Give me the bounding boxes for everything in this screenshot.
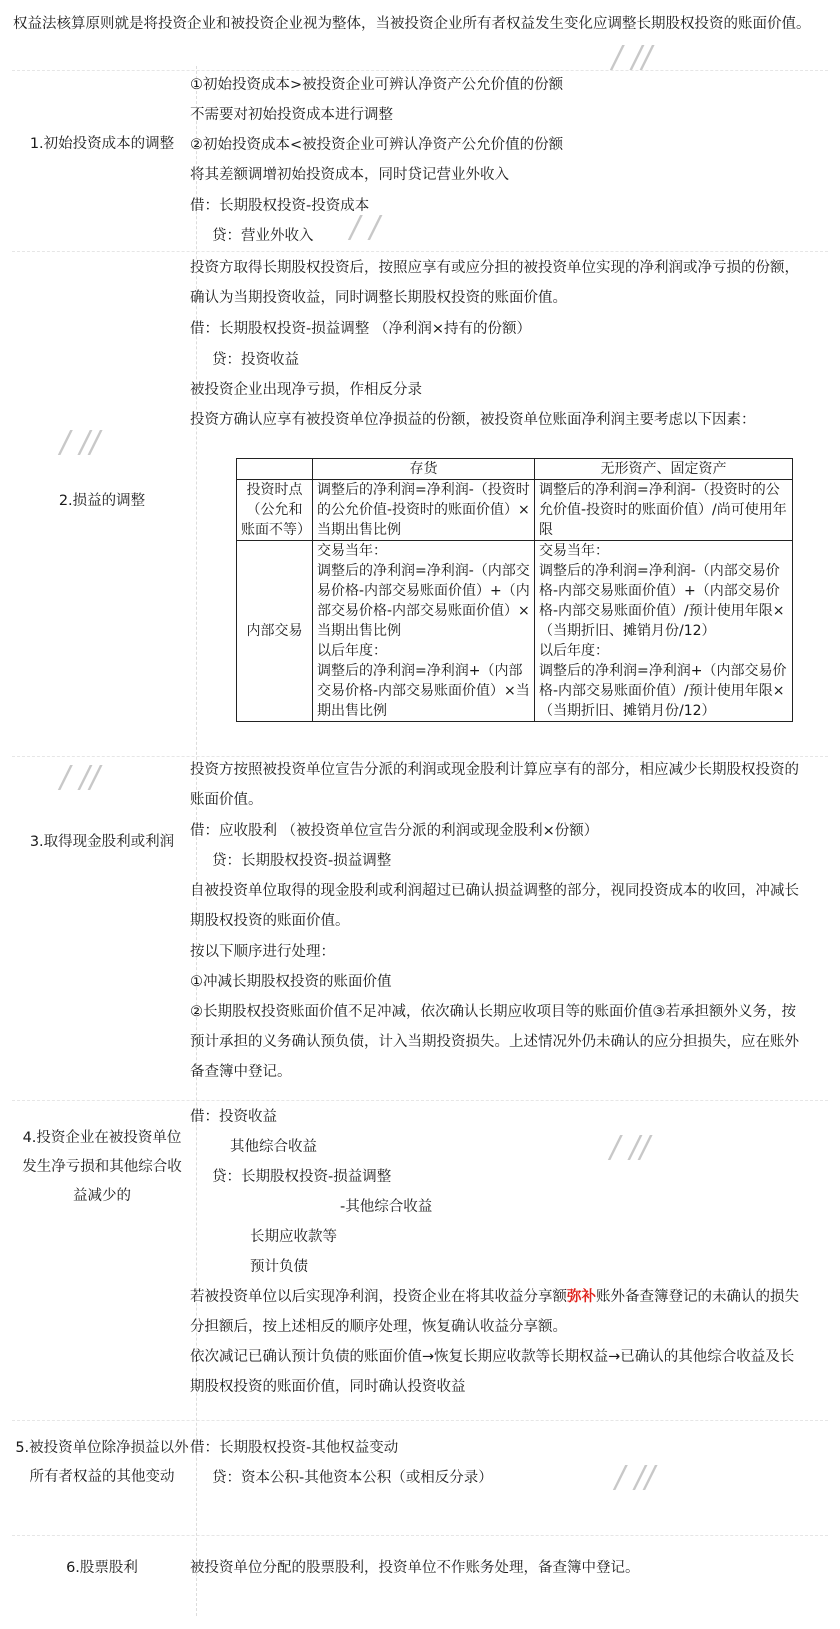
watermark-mark: / // [60, 760, 100, 795]
s4-debit-oci: 其他综合收益 [230, 1139, 317, 1155]
s4-credit-oci: -其他综合收益 [340, 1199, 433, 1215]
adjustment-table [236, 458, 793, 722]
section-6-label: 6.股票股利 [66, 1560, 138, 1576]
table-header-assets: 无形资产、固定资产 [535, 459, 793, 480]
s3-debit: 借：应收股利 （被投资单位宣告分派的利润或现金股利×份额） [190, 823, 599, 839]
table-row [237, 480, 793, 541]
s4-recovery-text-2: 账外备查簿登记的未确认的损失分担额后，按上述相反的顺序处理，恢复确认收益分享额。 [190, 1289, 799, 1335]
assets-current-year-title: 交易当年： [539, 543, 609, 559]
s5-debit: 借：长期股权投资-其他权益变动 [190, 1440, 399, 1456]
s5-credit: 贷：资本公积-其他资本公积（或相反分录） [212, 1470, 493, 1486]
s6-text: 被投资单位分配的股票股利，投资单位不作账务处理，备查簿中登记。 [190, 1560, 640, 1576]
s4-step-1: ①冲减长期股权投资的账面价值 [190, 974, 392, 990]
section-divider [12, 251, 828, 252]
watermark-mark: / // [612, 40, 652, 75]
s4-recovery-paragraph [190, 1282, 808, 1342]
cell-internal-inventory [313, 541, 535, 722]
watermark-mark: / // [615, 1460, 655, 1495]
s4-credit-receivable: 长期应收款等 [250, 1229, 337, 1245]
s3-paragraph: 投资方按照被投资单位宣告分派的利润或现金股利计算应享有的部分，相应减少长期股权投资的账面价值。 [190, 762, 799, 808]
s1-line-2: 不需要对初始投资成本进行调整 [190, 107, 393, 123]
s3-excess-note: 自被投资单位取得的现金股利或利润超过已确认损益调整的部分，视同投资成本的收回，冲减长期股权投资的账面价值。 [190, 883, 799, 929]
watermark-mark: / // [60, 425, 100, 460]
s1-line-3: ②初始投资成本<被投资企业可辨认净资产公允价值的份额 [190, 137, 564, 153]
section-1-label: 1.初始投资成本的调整 [29, 136, 175, 152]
section-divider [12, 1535, 828, 1536]
s2-loss-note: 被投资企业出现净亏损，作相反分录 [190, 382, 422, 398]
s1-line-4: 将其差额调增初始投资成本，同时贷记营业外收入 [190, 167, 509, 183]
section-divider [12, 1420, 828, 1421]
s4-reversal-order: 依次减记已确认预计负债的账面价值→恢复长期应收款等长期权益→已确认的其他综合收益及长期股权投资的账面价值，同时确认投资收益 [190, 1349, 795, 1395]
table-header-inventory: 存货 [313, 459, 535, 480]
s1-credit: 贷：营业外收入 [212, 228, 314, 244]
inventory-current-year-formula: 调整后的净利润=净利润-（内部交易价格-内部交易账面价值）+（内部交易价格-内部交易账面价值）×当期出售比例 [317, 563, 530, 639]
assets-later-years-title: 以后年度： [539, 643, 609, 659]
s1-line-1: ①初始投资成本>被投资企业可辨认净资产公允价值的份额 [190, 77, 564, 93]
section-divider [12, 1100, 828, 1101]
row-label-internal-trade: 内部交易 [237, 541, 313, 722]
section-3-label: 3.取得现金股利或利润 [29, 834, 175, 850]
table-row [237, 541, 793, 722]
s4-step-2-3: ②长期股权投资账面价值不足冲减，依次确认长期应收项目等的账面价值③若承担额外义务，按预计承担的义务确认预负债，计入当期投资损失。上述情况外仍未确认的应分担损失，应在账外备查簿中登记。 [190, 1004, 799, 1080]
inventory-later-years-title: 以后年度： [317, 643, 387, 659]
s2-factors-intro: 投资方确认应享有被投资单位净损益的份额，被投资单位账面净利润主要考虑以下因素： [190, 412, 756, 428]
assets-later-years-formula: 调整后的净利润=净利润+（内部交易价格-内部交易账面价值）/预计使用年限×（当期折旧、摊销月份/12） [539, 663, 787, 719]
section-5-label: 5.被投资单位除净损益以外所有者权益的其他变动 [15, 1440, 189, 1485]
watermark-mark: / / [350, 210, 380, 245]
inventory-later-years-formula: 调整后的净利润=净利润+（内部交易价格-内部交易账面价值）×当期出售比例 [317, 663, 530, 719]
inventory-current-year-title: 交易当年： [317, 543, 387, 559]
s4-credit-provision: 预计负债 [250, 1259, 308, 1275]
intro-paragraph: 权益法核算原则就是将投资企业和被投资企业视为整体，当被投资企业所有者权益发生变化应调整长期股权投资的账面价值。 [13, 16, 811, 32]
cell-investment-inventory: 调整后的净利润=净利润-（投资时的公允价值-投资时的账面价值）×当期出售比例 [313, 480, 535, 541]
table-header-row [237, 459, 793, 480]
s2-debit: 借：长期股权投资-损益调整 （净利润×持有的份额） [190, 321, 531, 337]
s4-recovery-text-1: 若被投资单位以后实现净利润，投资企业在将其收益分享额 [190, 1289, 567, 1305]
s2-credit: 贷：投资收益 [212, 352, 299, 368]
table-header-blank [237, 459, 313, 480]
watermark-mark: / // [610, 1130, 650, 1165]
row-label-investment-time: 投资时点（公允和账面不等） [237, 480, 313, 541]
s2-paragraph: 投资方取得长期股权投资后，按照应享有或应分担的被投资单位实现的净利润或净亏损的份额，确认为当期投资收益，同时调整长期股权投资的账面价值。 [190, 260, 799, 306]
s4-credit: 贷：长期股权投资-损益调整 [212, 1169, 392, 1185]
s4-order-intro: 按以下顺序进行处理： [190, 944, 335, 960]
s3-credit: 贷：长期股权投资-损益调整 [212, 853, 392, 869]
s4-recovery-highlight: 弥补 [567, 1289, 596, 1305]
section-divider [12, 70, 828, 71]
cell-investment-assets: 调整后的净利润=净利润-（投资时的公允价值-投资时的账面价值）/尚可使用年限 [535, 480, 793, 541]
section-2-label: 2.损益的调整 [58, 493, 146, 509]
assets-current-year-formula: 调整后的净利润=净利润-（内部交易价格-内部交易账面价值）+（内部交易价格-内部交易账面价值）/预计使用年限×（当期折旧、摊销月份/12） [539, 563, 785, 639]
s4-debit: 借：投资收益 [190, 1109, 277, 1125]
cell-internal-assets [535, 541, 793, 722]
section-4-label: 4.投资企业在被投资单位发生净亏损和其他综合收益减少的 [22, 1130, 182, 1204]
s1-debit: 借：长期股权投资-投资成本 [190, 198, 370, 214]
